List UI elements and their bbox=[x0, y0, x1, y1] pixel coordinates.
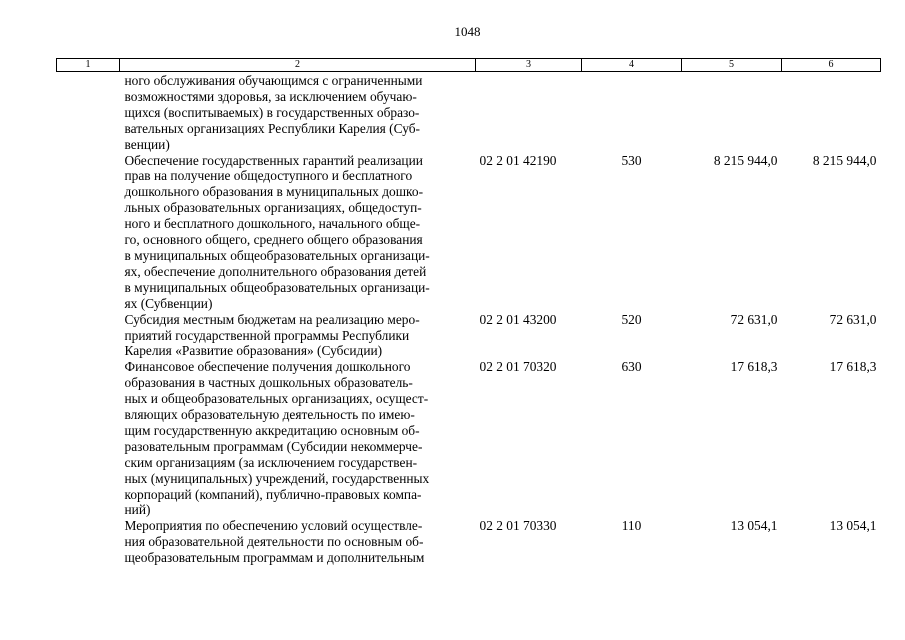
target-article-code: 02 2 01 43200 bbox=[479, 311, 557, 327]
row-number-cell bbox=[57, 312, 120, 360]
page-number: 1048 bbox=[454, 24, 481, 39]
description-line: щеобразовательным программам и дополнительным bbox=[124, 550, 425, 566]
column-number-row bbox=[57, 59, 881, 72]
description-line: корпораций (компаний), публично-правовых компа- bbox=[124, 486, 422, 502]
column-header-4: 4 bbox=[582, 59, 682, 72]
description-line: вательных организациях Республики Карелия (Суб- bbox=[124, 120, 421, 136]
description-line: разовательным программам (Субсидии некоммерче- bbox=[124, 438, 423, 454]
row-number-cell bbox=[57, 153, 120, 312]
amount-col6 bbox=[782, 72, 881, 153]
expense-description bbox=[120, 312, 476, 360]
expense-description bbox=[120, 72, 476, 153]
description-line: Мероприятия по обеспечению условий осуществле- bbox=[124, 518, 423, 534]
description-line: ного обслуживания обучающимся с ограниченными bbox=[124, 73, 423, 88]
description-line: образования в частных дошкольных образователь- bbox=[124, 375, 413, 391]
table-row bbox=[57, 72, 881, 153]
amount-col5: 13 054,1 bbox=[730, 518, 778, 534]
description-line: щихся (воспитываемых) в государственных образо- bbox=[124, 104, 420, 120]
description-line: щим государственную аккредитацию основным об- bbox=[124, 422, 420, 438]
amount-col5: 17 618,3 bbox=[730, 359, 778, 375]
amount-col6: 72 631,0 bbox=[829, 311, 877, 327]
description-line: ния образовательной деятельности по основным об- bbox=[124, 534, 424, 550]
description-line: приятий государственной программы Республики bbox=[124, 327, 410, 343]
expense-description bbox=[120, 359, 476, 518]
description-line: льных образовательных организациях, общедоступ- bbox=[124, 200, 422, 216]
column-header-3: 3 bbox=[476, 59, 582, 72]
description-line: Финансовое обеспечение получения дошкольного bbox=[124, 359, 411, 375]
description-line: ний) bbox=[124, 502, 151, 518]
column-header-1: 1 bbox=[57, 59, 120, 72]
description-line: го, основного общего, среднего общего образования bbox=[124, 232, 423, 248]
description-line: ного и бесплатного дошкольного, начального обще- bbox=[124, 216, 421, 232]
table-row bbox=[57, 518, 881, 566]
amount-col5 bbox=[682, 72, 782, 153]
column-header-6: 6 bbox=[782, 59, 881, 72]
description-line: Карелия «Развитие образования» (Субсидии) bbox=[124, 343, 383, 359]
expense-type-code: 630 bbox=[621, 359, 642, 375]
row-number-cell bbox=[57, 518, 120, 566]
table-row bbox=[57, 153, 881, 312]
target-article-code bbox=[476, 72, 582, 153]
description-line: ях (Субвенции) bbox=[124, 295, 213, 311]
target-article-code: 02 2 01 42190 bbox=[479, 152, 557, 168]
description-line: ским организациям (за исключением государствен- bbox=[124, 454, 418, 470]
expense-type-code: 110 bbox=[621, 518, 642, 534]
description-line: венции) bbox=[124, 136, 170, 152]
description-line: вляющих образовательную деятельность по имею- bbox=[124, 407, 415, 423]
description-line: в муниципальных общеобразовательных организаци- bbox=[124, 279, 430, 295]
expense-description bbox=[120, 518, 476, 566]
expense-type-code: 530 bbox=[621, 152, 642, 168]
expense-description bbox=[120, 153, 476, 312]
budget-table bbox=[56, 58, 881, 566]
description-line: возможностями здоровья, за исключением обучаю- bbox=[124, 88, 417, 104]
row-number-cell bbox=[57, 72, 120, 153]
description-line: Обеспечение государственных гарантий реализации bbox=[124, 152, 423, 168]
description-line: дошкольного образования в муниципальных дошко- bbox=[124, 184, 424, 200]
table-row bbox=[57, 359, 881, 518]
table-row bbox=[57, 312, 881, 360]
amount-col6: 17 618,3 bbox=[829, 359, 877, 375]
expense-type-code bbox=[582, 72, 682, 153]
expense-type-code: 520 bbox=[621, 311, 642, 327]
description-line: ных (муниципальных) учреждений, государственных bbox=[124, 470, 430, 486]
row-number-cell bbox=[57, 359, 120, 518]
description-line: Субсидия местным бюджетам на реализацию меро- bbox=[124, 311, 420, 327]
description-line: прав на получение общедоступного и бесплатного bbox=[124, 168, 413, 184]
amount-col6: 8 215 944,0 bbox=[812, 152, 877, 168]
target-article-code: 02 2 01 70320 bbox=[479, 359, 557, 375]
target-article-code: 02 2 01 70330 bbox=[479, 518, 557, 534]
column-header-5: 5 bbox=[682, 59, 782, 72]
amount-col5: 72 631,0 bbox=[730, 311, 778, 327]
description-line: ях, обеспечение дополнительного образования детей bbox=[124, 263, 427, 279]
amount-col6: 13 054,1 bbox=[829, 518, 877, 534]
amount-col5: 8 215 944,0 bbox=[713, 152, 778, 168]
description-line: ных и общеобразовательных организациях, осущест- bbox=[124, 391, 429, 407]
description-line: в муниципальных общеобразовательных организаци- bbox=[124, 247, 430, 263]
column-header-2: 2 bbox=[120, 59, 476, 72]
